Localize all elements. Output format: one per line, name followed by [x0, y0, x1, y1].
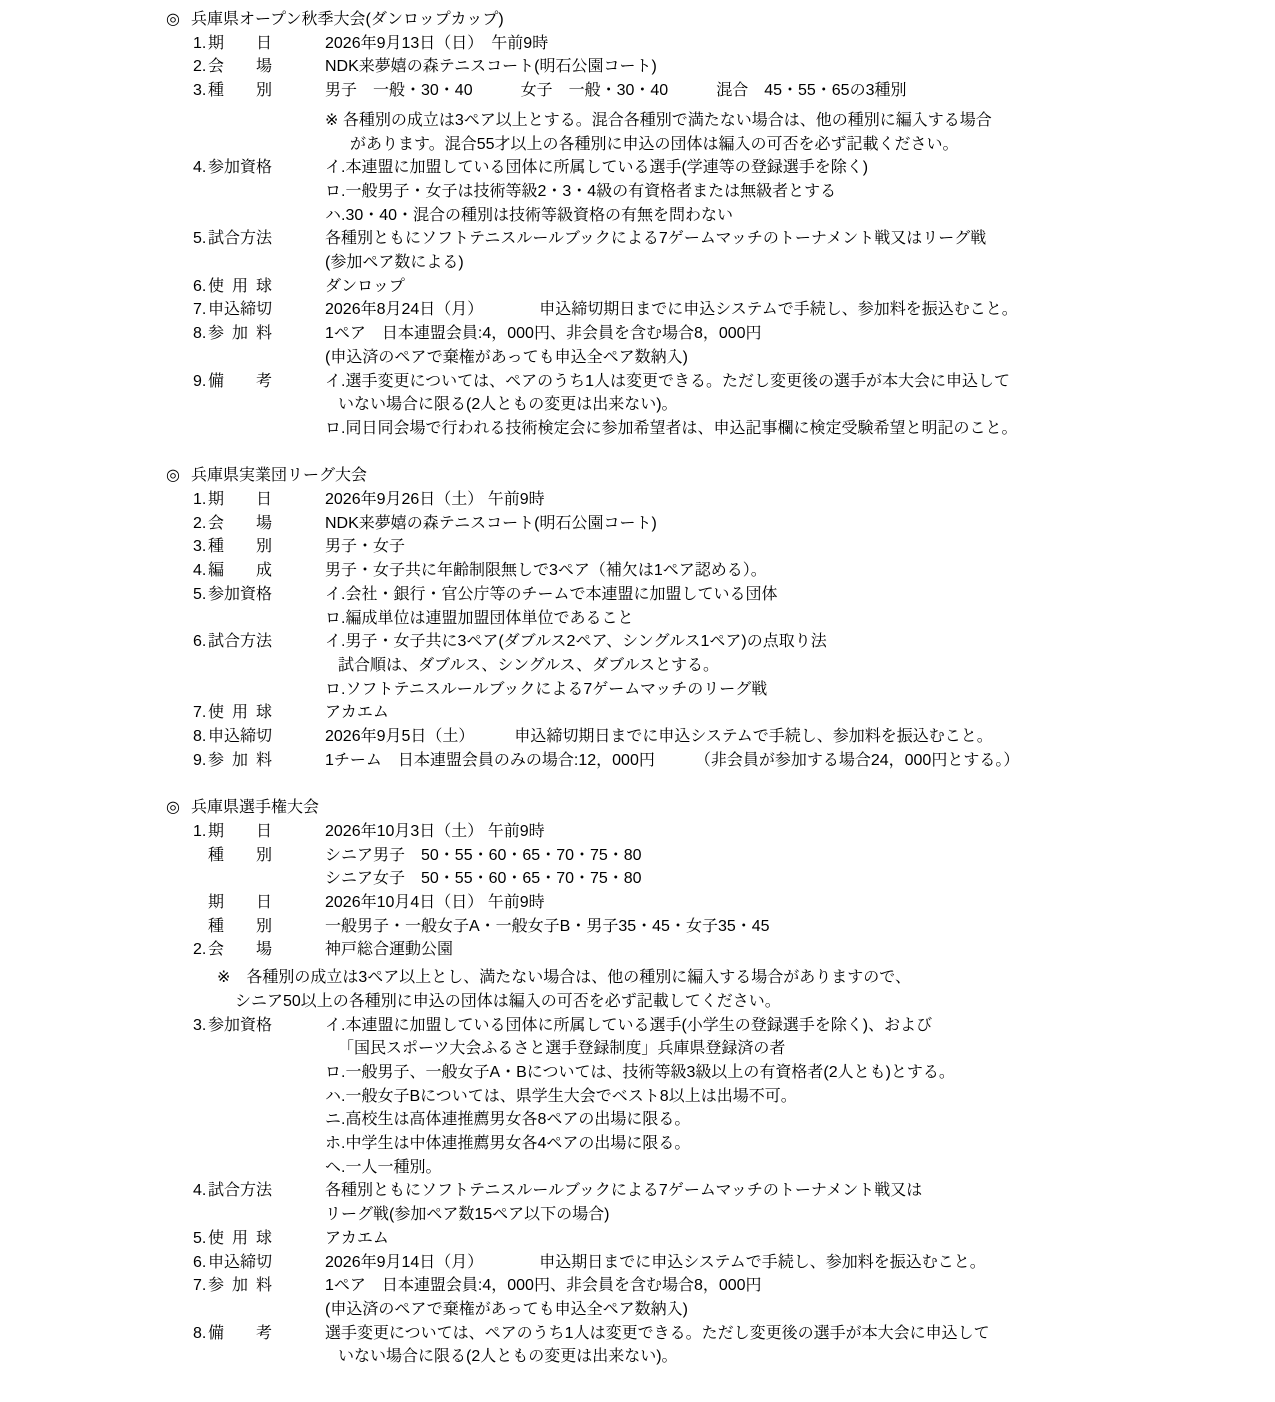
item-row: [0, 298, 1275, 322]
item-number: 7.: [193, 301, 207, 319]
section-header: [0, 8, 1275, 32]
item-row: [0, 559, 1275, 583]
content-line: 各種別ともにソフトテニスルールブックによる7ゲームマッチのトーナメント戦又は: [325, 1182, 923, 1200]
item-label: 参加料: [208, 325, 272, 343]
item-number: 1.: [193, 822, 207, 840]
content-line: (申込済のペアで棄権があっても申込全ペア数納入): [325, 1300, 688, 1318]
content-line: 2026年9月14日（月） 申込期日までに申込システムで手続し、参加料を振込むこと。: [325, 1253, 986, 1271]
content-line: 2026年9月5日（土） 申込締切期日までに申込システムで手続し、参加料を振込むこと。: [325, 728, 993, 746]
item-row: [0, 938, 1275, 962]
item-label: 参加資格: [208, 159, 273, 177]
content-line: 1ペア 日本連盟会員:4，000円、非会員を含む場合8，000円: [325, 325, 762, 343]
item-label: 申込締切: [208, 1253, 273, 1271]
item-content: [325, 559, 1275, 583]
content-line: シニア男子 50・55・60・65・70・75・80: [325, 846, 642, 864]
content-line: ロ.同日同会場で行われる技術検定会に参加希望者は、申込記事欄に検定受験希望と明記のこと。: [325, 419, 1018, 437]
item-label: 参加資格: [208, 1016, 273, 1034]
item-row: [0, 583, 1275, 630]
item-row: [0, 488, 1275, 512]
content-line: イ.選手変更については、ペアのうち1人は変更できる。ただし変更後の選手が本大会に申込して: [325, 372, 1011, 390]
content-line: イ.男子・女子共に3ペア(ダブルス2ペア、シングルス1ペア)の点取り法: [325, 633, 827, 651]
item-number: 9.: [193, 751, 207, 769]
item-row: [0, 630, 1275, 701]
item-label: 会場: [208, 514, 272, 532]
content-line: 試合順は、ダブルス、シングルス、ダブルスとする。: [338, 656, 720, 674]
section-marker-icon: ◎: [166, 11, 180, 28]
section-marker-icon: ◎: [166, 799, 180, 817]
content-line: 1チーム 日本連盟会員のみの場合:12，000円 （非会員が参加する場合24，000円とする。）: [325, 751, 1020, 769]
note-row: [0, 966, 1275, 1013]
content-line: シニア女子 50・55・60・65・70・75・80: [325, 870, 642, 888]
item-content: [325, 1274, 1275, 1321]
content-line: ※ 各種別の成立は3ペア以上とし、満たない場合は、他の種別に編入する場合がありますので、: [217, 969, 911, 987]
item-content: [325, 535, 1275, 559]
content-line: ※ 各種別の成立は3ペア以上とする。混合各種別で満たない場合は、他の種別に編入する場合: [325, 111, 992, 129]
item-number: 1.: [193, 491, 207, 509]
item-row: [0, 1274, 1275, 1321]
item-content: [325, 844, 1275, 891]
item-row: [0, 1014, 1275, 1180]
item-content: [325, 1179, 1275, 1226]
item-row: [0, 749, 1275, 773]
item-row: [0, 820, 1275, 844]
item-number: 8.: [193, 325, 207, 343]
content-line: ロ.ソフトテニスルールブックによる7ゲームマッチのリーグ戦: [325, 680, 768, 698]
content-line: ロ.一般男子・女子は技術等級2・3・4級の有資格者または無級者とする: [325, 182, 837, 200]
item-number: 5.: [193, 585, 207, 603]
content-line: 男子・女子: [325, 538, 406, 556]
item-label: 試合方法: [208, 633, 273, 651]
item-number: 6.: [193, 277, 207, 295]
item-number: 7.: [193, 1277, 207, 1295]
item-content: [325, 227, 1275, 274]
item-label: 期日: [208, 491, 272, 509]
content-line: イ.本連盟に加盟している団体に所属している選手(小学生の登録選手を除く)、および: [325, 1016, 933, 1034]
item-content: [325, 1014, 1275, 1180]
item-label: 会場: [208, 941, 272, 959]
item-row: [0, 156, 1275, 227]
item-number: 4.: [193, 1182, 207, 1200]
note-row: [0, 109, 1275, 156]
content-line: NDK来夢嬉の森テニスコート(明石公園コート): [325, 514, 657, 532]
item-label: 試合方法: [208, 1182, 273, 1200]
item-number: 6.: [193, 633, 207, 651]
content-line: 男子 一般・30・40 女子 一般・30・40 混合 45・55・65の3種別: [325, 82, 907, 100]
tournament-section: [0, 8, 1275, 441]
item-content: [325, 275, 1275, 299]
section-header: [0, 464, 1275, 488]
item-number: 3.: [193, 82, 207, 100]
item-label: 申込締切: [208, 728, 273, 746]
content-line: イ.会社・銀行・官公庁等のチームで本連盟に加盟している団体: [325, 585, 778, 603]
content-line: NDK来夢嬉の森テニスコート(明石公園コート): [325, 58, 657, 76]
item-row: [0, 1227, 1275, 1251]
item-label: 参加料: [208, 751, 272, 769]
item-content: [325, 891, 1275, 915]
item-number: 6.: [193, 1253, 207, 1271]
item-label: 期日: [208, 34, 272, 52]
item-content: [325, 322, 1275, 369]
item-label: 種別: [208, 846, 272, 864]
item-number: 2.: [193, 58, 207, 76]
content-line: リーグ戦(参加ペア数15ペア以下の場合): [325, 1206, 610, 1224]
content-line: ヘ.一人一種別。: [325, 1158, 442, 1176]
content-line: ダンロップ: [325, 277, 405, 295]
item-content: [325, 630, 1275, 701]
item-content: [325, 1227, 1275, 1251]
content-line: 2026年9月26日（土） 午前9時: [325, 491, 545, 509]
item-number: 8.: [193, 1324, 207, 1342]
item-number: 3.: [193, 1016, 207, 1034]
item-row: [0, 370, 1275, 441]
item-label: 試合方法: [208, 230, 273, 248]
item-content: [325, 701, 1275, 725]
content-line: 男子・女子共に年齢制限無しで3ペア（補欠は1ペア認める）。: [325, 562, 767, 580]
item-content: [325, 109, 1275, 156]
content-line: (申込済のペアで棄権があっても申込全ペア数納入): [325, 348, 688, 366]
item-content: [217, 966, 1275, 1013]
item-label: 種別: [208, 82, 272, 100]
item-number: 5.: [193, 230, 207, 248]
item-number: 5.: [193, 1229, 207, 1247]
item-content: [325, 1322, 1275, 1369]
content-line: アカエム: [325, 704, 389, 722]
item-number: 3.: [193, 538, 207, 556]
item-label: 参加資格: [208, 585, 273, 603]
item-label: 期日: [208, 893, 272, 911]
tournament-section: [0, 796, 1275, 1369]
item-content: [325, 370, 1275, 441]
content-line: イ.本連盟に加盟している団体に所属している選手(学連等の登録選手を除く): [325, 159, 869, 177]
item-content: [325, 583, 1275, 630]
item-content: [325, 512, 1275, 536]
item-label: 種別: [208, 538, 272, 556]
item-number: 1.: [193, 34, 207, 52]
item-label: 使用球: [208, 704, 272, 722]
item-number: 9.: [193, 372, 207, 390]
item-content: [325, 1251, 1275, 1275]
section-header: [0, 796, 1275, 820]
content-line: ロ.編成単位は連盟加盟団体単位であること: [325, 609, 634, 627]
item-row: [0, 322, 1275, 369]
item-row: [0, 512, 1275, 536]
item-row: [0, 32, 1275, 56]
content-line: ニ.高校生は高体連推薦男女各8ペアの出場に限る。: [325, 1111, 691, 1129]
item-label: 申込締切: [208, 301, 273, 319]
content-line: 各種別ともにソフトテニスルールブックによる7ゲームマッチのトーナメント戦又はリーグ戦: [325, 230, 987, 248]
content-line: 2026年9月13日（日） 午前9時: [325, 34, 549, 52]
section-title: 兵庫県実業団リーグ大会: [190, 467, 367, 485]
item-content: [325, 32, 1275, 56]
content-line: 2026年10月4日（日） 午前9時: [325, 893, 545, 911]
item-row: [0, 275, 1275, 299]
item-number: 2.: [193, 941, 207, 959]
item-row: [0, 535, 1275, 559]
content-line: ハ.30・40・混合の種別は技術等級資格の有無を問わない: [325, 206, 734, 224]
content-line: いない場合に限る(2人ともの変更は出来ない)。: [338, 396, 678, 414]
item-row: [0, 55, 1275, 79]
content-line: (参加ペア数による): [325, 254, 464, 272]
content-line: があります。混合55才以上の各種別に申込の団体は編入の可否を必ず記載ください。: [350, 135, 959, 153]
item-content: [325, 488, 1275, 512]
item-row: [0, 1251, 1275, 1275]
item-content: [325, 156, 1275, 227]
content-line: 2026年8月24日（月） 申込締切期日までに申込システムで手続し、参加料を振込むこと。: [325, 301, 1018, 319]
item-number: 4.: [193, 159, 207, 177]
section-title: 兵庫県選手権大会: [190, 799, 319, 817]
item-content: [325, 725, 1275, 749]
tournament-section: [0, 464, 1275, 772]
content-line: ロ.一般男子、一般女子A・Bについては、技術等級3級以上の有資格者(2人とも)とする。: [325, 1063, 955, 1081]
item-label: 備考: [208, 1324, 272, 1342]
item-label: 編成: [208, 562, 272, 580]
item-row: [0, 79, 1275, 103]
item-content: [325, 55, 1275, 79]
item-row: [0, 1322, 1275, 1369]
item-row: [0, 844, 1275, 891]
item-row: [0, 701, 1275, 725]
content-line: 選手変更については、ペアのうち1人は変更できる。ただし変更後の選手が本大会に申込して: [325, 1324, 990, 1342]
item-row: [0, 227, 1275, 274]
item-number: 4.: [193, 562, 207, 580]
item-label: 使用球: [208, 1229, 272, 1247]
item-row: [0, 891, 1275, 915]
item-number: 2.: [193, 514, 207, 532]
item-content: [325, 915, 1275, 939]
content-line: ハ.一般女子Bについては、県学生大会でベスト8以上は出場不可。: [325, 1087, 797, 1105]
content-line: 2026年10月3日（土） 午前9時: [325, 822, 545, 840]
item-content: [325, 79, 1275, 103]
content-line: ホ.中学生は中体連推薦男女各4ペアの出場に限る。: [325, 1135, 691, 1153]
content-line: 神戸総合運動公園: [325, 941, 454, 959]
content-line: アカエム: [325, 1229, 389, 1247]
item-content: [325, 749, 1275, 773]
item-label: 備考: [208, 372, 272, 390]
content-line: 一般男子・一般女子A・一般女子B・男子35・45・女子35・45: [325, 917, 770, 935]
content-line: シニア50以上の各種別に申込の団体は編入の可否を必ず記載してください。: [235, 992, 781, 1010]
section-title: 兵庫県オープン秋季大会(ダンロップカップ): [190, 11, 504, 28]
item-label: 会場: [208, 58, 272, 76]
item-content: [325, 938, 1275, 962]
item-number: 8.: [193, 728, 207, 746]
content-line: 1ペア 日本連盟会員:4，000円、非会員を含む場合8，000円: [325, 1277, 762, 1295]
item-label: 参加料: [208, 1277, 272, 1295]
item-number: 7.: [193, 704, 207, 722]
content-line: いない場合に限る(2人ともの変更は出来ない)。: [338, 1348, 678, 1366]
content-line: 「国民スポーツ大会ふるさと選手登録制度」兵庫県登録済の者: [338, 1040, 786, 1058]
item-row: [0, 915, 1275, 939]
item-content: [325, 820, 1275, 844]
item-label: 使用球: [208, 277, 272, 295]
item-row: [0, 725, 1275, 749]
item-row: [0, 1179, 1275, 1226]
item-label: 種別: [208, 917, 272, 935]
item-label: 期日: [208, 822, 272, 840]
section-marker-icon: ◎: [166, 467, 180, 485]
item-content: [325, 298, 1275, 322]
